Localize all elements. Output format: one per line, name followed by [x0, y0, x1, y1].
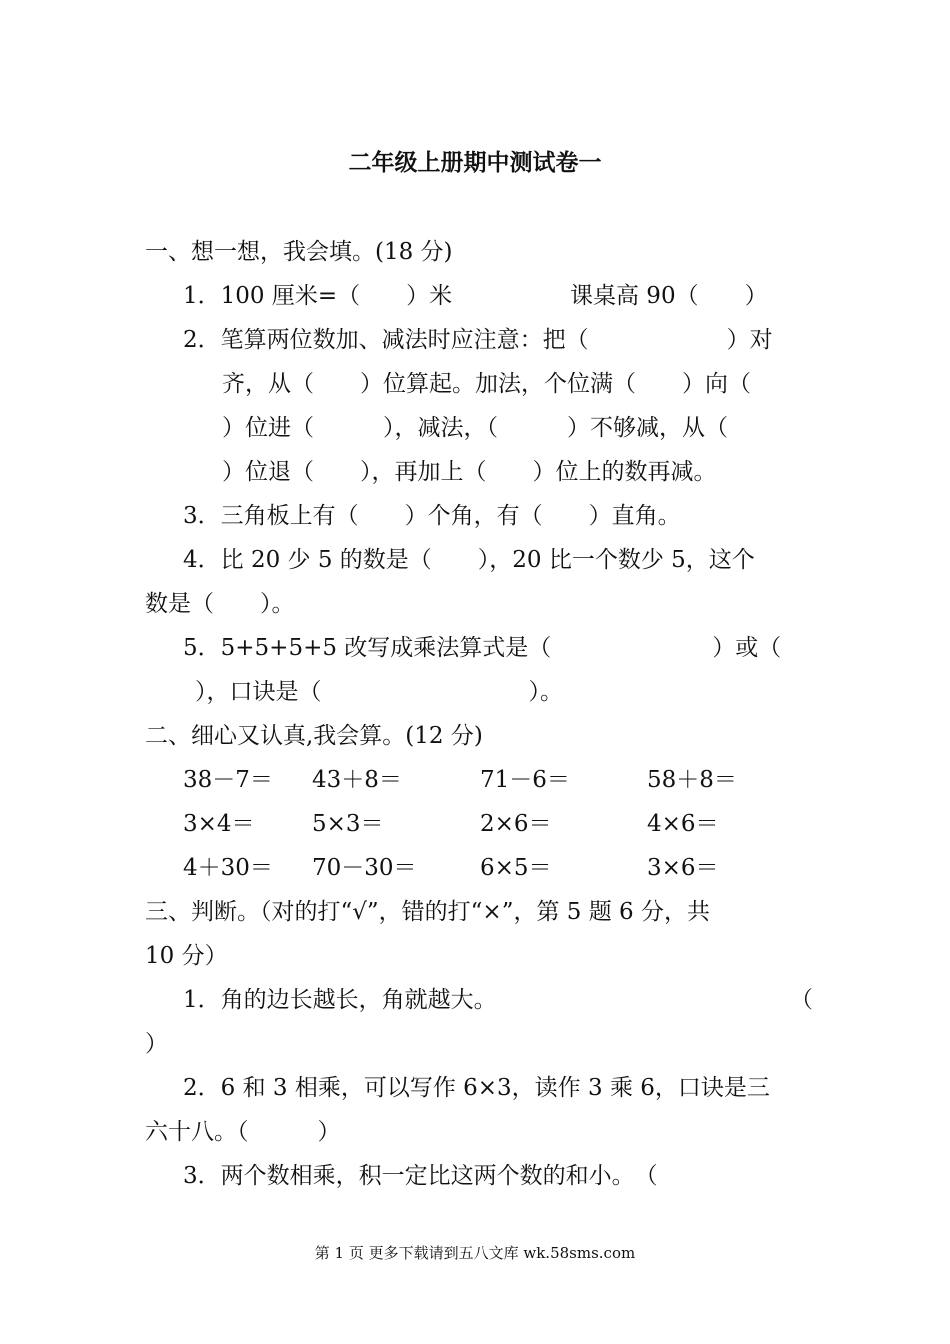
page-title: 二年级上册期中测试卷一 — [348, 149, 602, 176]
section-3-heading-line1: 三、判断。（对的打“√”，错的打“×”，第 5 题 6 分，共 — [145, 899, 710, 925]
question-3-1-close-paren: ） — [145, 1031, 168, 1057]
calc-item: 3×6＝ — [647, 855, 719, 881]
calc-item: 5×3＝ — [312, 811, 384, 837]
section-2-heading: 二、细心又认真,我会算。(12 分) — [145, 723, 483, 749]
question-1-3: 3．三角板上有（ ）个角，有（ ）直角。 — [183, 503, 681, 529]
question-1-2-line4: ）位退（ ），再加上（ ）位上的数再减。 — [222, 459, 717, 485]
question-3-2-line2: 六十八。（ ） — [145, 1119, 341, 1145]
question-1-4-line1: 4．比 20 少 5 的数是（ ），20 比一个数少 5，这个 — [183, 547, 755, 573]
calc-item: 3×4＝ — [183, 811, 255, 837]
calc-item: 38－7＝ — [183, 767, 273, 793]
question-1-1b: 课桌高 90（ ） — [570, 283, 768, 309]
question-3-1-open-paren: （ — [790, 987, 813, 1013]
question-3-1: 1．角的边长越长，角就越大。 — [183, 987, 497, 1013]
calc-item: 71－6＝ — [480, 767, 570, 793]
calc-item: 4＋30＝ — [183, 855, 273, 881]
question-3-2-line1: 2．6 和 3 相乘，可以写作 6×3，读作 3 乘 6，口诀是三 — [183, 1075, 770, 1101]
question-1-1a: 1．100 厘米=（ ）米 — [183, 283, 453, 309]
question-3-3: 3．两个数相乘，积一定比这两个数的和小。 （ — [183, 1163, 658, 1189]
question-1-4-line2: 数是（ ）。 — [145, 591, 295, 617]
question-1-5-line2: ），口诀是（ ）。 — [195, 679, 563, 705]
calc-item: 70－30＝ — [312, 855, 417, 881]
calc-item: 4×6＝ — [647, 811, 719, 837]
question-1-5-line1: 5．5+5+5+5 改写成乘法算式是（ ）或（ — [183, 635, 782, 661]
question-1-2-line3: ）位进（ ），减法，（ ）不够减，从（ — [222, 415, 728, 441]
page-footer: 第 1 页 更多下载请到五八文库 wk.58sms.com — [314, 1244, 636, 1262]
calc-item: 43＋8＝ — [312, 767, 402, 793]
calc-item: 58＋8＝ — [647, 767, 737, 793]
section-3-heading-line2: 10 分） — [145, 943, 228, 969]
calc-item: 2×6＝ — [480, 811, 552, 837]
question-1-2-line1: 2．笔算两位数加、减法时应注意：把（ ）对 — [183, 327, 773, 353]
question-1-2-line2: 齐，从（ ）位算起。加法，个位满（ ）向（ — [222, 371, 751, 397]
section-1-heading: 一、想一想，我会填。(18 分) — [145, 239, 453, 265]
calc-item: 6×5＝ — [480, 855, 552, 881]
